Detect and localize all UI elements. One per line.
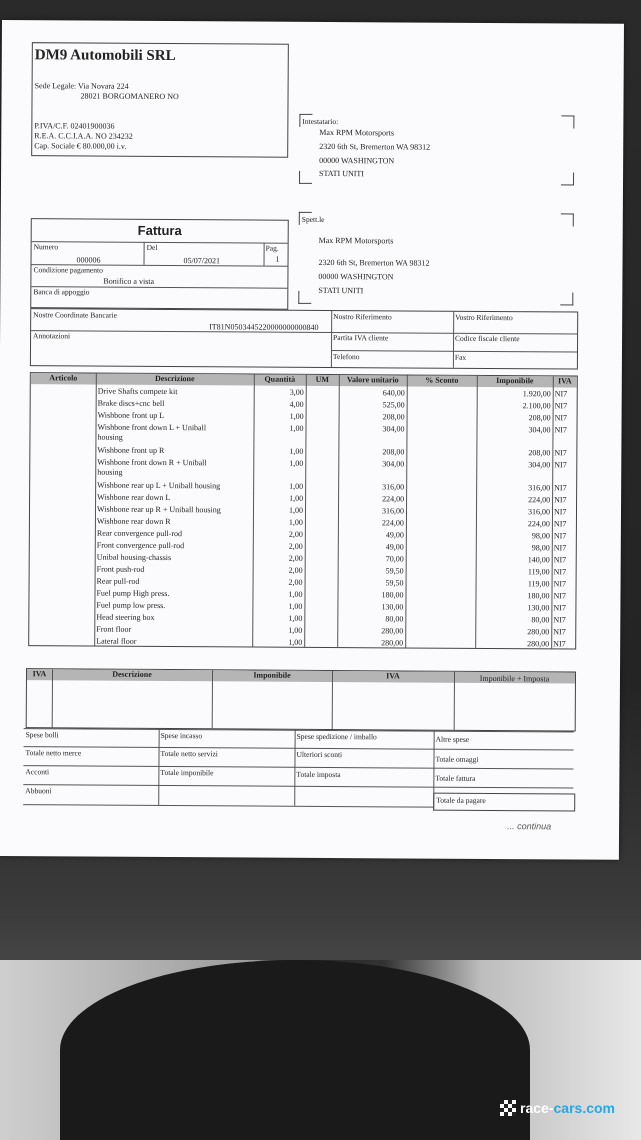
item-imponibile: 280,00 bbox=[527, 627, 550, 637]
item-quantity: 1,00 bbox=[288, 613, 303, 623]
del-value: 05/07/2021 bbox=[183, 256, 221, 266]
totale-da-pagare-box bbox=[433, 793, 575, 812]
totale-netto-servizi-label: Totale netto servizi bbox=[160, 748, 218, 759]
spett-name: Max RPM Motorsports bbox=[318, 235, 394, 246]
item-description: Wishbone rear down L bbox=[97, 492, 171, 503]
item-unit-price: 304,00 bbox=[382, 459, 405, 469]
item-iva: NI7 bbox=[554, 495, 567, 505]
item-unit-price: 130,00 bbox=[381, 602, 404, 612]
item-quantity: 2,00 bbox=[288, 529, 303, 539]
spett-zip: 00000 WASHINGTON bbox=[318, 271, 394, 282]
del-label: Del bbox=[146, 242, 158, 252]
item-imponibile: 98,00 bbox=[531, 531, 550, 541]
item-iva: NI7 bbox=[553, 555, 567, 565]
iva-header-descrizione: Descrizione bbox=[52, 669, 212, 679]
vostro-rif-label: Vostro Riferimento bbox=[455, 312, 513, 323]
watermark bbox=[500, 1100, 615, 1116]
watermark-dash: - bbox=[548, 1100, 554, 1116]
fax-label: Fax bbox=[454, 352, 467, 362]
item-iva: NI7 bbox=[553, 519, 567, 529]
spett-addr: 2320 6th St, Bremerton WA 98312 bbox=[318, 257, 430, 268]
item-quantity: 2,00 bbox=[288, 541, 303, 551]
item-description-cont: housing bbox=[97, 432, 123, 442]
item-quantity: 1,00 bbox=[289, 446, 304, 456]
continua-note: ... continua bbox=[507, 821, 552, 832]
item-imponibile: 304,00 bbox=[528, 425, 551, 435]
spett-label: Spett.le bbox=[301, 214, 325, 224]
item-imponibile: 280,00 bbox=[527, 639, 550, 649]
item-iva: NI7 bbox=[554, 483, 567, 493]
header-iva: IVA bbox=[553, 376, 577, 385]
item-imponibile: 224,00 bbox=[528, 495, 551, 505]
item-iva: NI7 bbox=[553, 579, 567, 589]
item-imponibile: 224,00 bbox=[527, 519, 550, 529]
item-imponibile: 304,00 bbox=[528, 460, 551, 470]
item-unit-price: 280,00 bbox=[381, 626, 404, 636]
numero-value: 000006 bbox=[76, 255, 101, 265]
item-description: Front convergence pull-rod bbox=[96, 540, 185, 551]
item-imponibile: 119,00 bbox=[527, 567, 550, 577]
item-iva: NI7 bbox=[554, 425, 567, 435]
item-description: Drive Shafts compete kit bbox=[97, 386, 178, 397]
item-unit-price: 304,00 bbox=[382, 424, 405, 434]
intestatario-block bbox=[299, 114, 574, 186]
spese-spedizione-label: Spese spedizione / imballo bbox=[296, 731, 377, 742]
item-description: Rear convergence pull-rod bbox=[96, 528, 183, 539]
item-iva: NI7 bbox=[553, 627, 566, 637]
condizione-value: Bonifico a vista bbox=[103, 276, 155, 286]
item-iva: NI7 bbox=[553, 531, 567, 541]
item-quantity: 1,00 bbox=[288, 601, 303, 611]
totale-netto-merce-label: Totale netto merce bbox=[25, 748, 82, 758]
fattura-title: Fattura bbox=[137, 222, 182, 239]
item-iva: NI7 bbox=[554, 413, 568, 423]
watermark-right: cars.com bbox=[553, 1100, 615, 1116]
item-quantity: 1,00 bbox=[288, 589, 303, 599]
bank-refs-box bbox=[30, 308, 578, 369]
acconti-label: Acconti bbox=[25, 767, 50, 777]
item-description: Unibal housing-chassis bbox=[96, 552, 172, 563]
item-unit-price: 224,00 bbox=[382, 494, 405, 504]
item-description: Front floor bbox=[96, 624, 132, 634]
altre-spese-label: Altre spese bbox=[435, 734, 470, 744]
pag-value: 1 bbox=[275, 254, 280, 264]
item-imponibile: 2.100,00 bbox=[522, 401, 551, 411]
partita-iva-label: Partita IVA cliente bbox=[333, 333, 389, 343]
totale-omaggi-label: Totale omaggi bbox=[435, 754, 479, 764]
totale-imposta-label: Totale imposta bbox=[296, 769, 341, 780]
item-quantity: 1,00 bbox=[288, 625, 303, 635]
item-quantity: 1,00 bbox=[289, 493, 304, 503]
item-description: Wishbone rear up R + Uniball housing bbox=[96, 504, 221, 515]
item-description: Head steering box bbox=[96, 612, 155, 622]
item-iva: NI7 bbox=[553, 567, 567, 577]
item-quantity: 2,00 bbox=[288, 577, 303, 587]
iva-header-iva: IVA bbox=[27, 669, 52, 678]
item-description: Brake discs+cnc bell bbox=[97, 398, 165, 408]
item-description: Fuel pump High press. bbox=[96, 588, 170, 599]
item-iva: NI7 bbox=[553, 591, 566, 601]
spese-bolli-label: Spese bolli bbox=[25, 730, 59, 740]
numero-label: Numero bbox=[33, 242, 59, 252]
item-imponibile: 208,00 bbox=[528, 413, 551, 423]
item-quantity: 1,00 bbox=[289, 481, 304, 491]
item-iva: NI7 bbox=[553, 543, 567, 553]
invoice-paper bbox=[0, 20, 624, 860]
item-quantity: 2,00 bbox=[288, 565, 303, 575]
item-iva: NI7 bbox=[553, 603, 566, 613]
item-description: Fuel pump low press. bbox=[96, 600, 166, 611]
item-quantity: 3,00 bbox=[289, 387, 304, 397]
item-quantity: 4,00 bbox=[289, 399, 304, 409]
header-descrizione: Descrizione bbox=[96, 374, 254, 384]
items-table bbox=[28, 372, 578, 649]
totale-da-pagare-label: Totale da pagare bbox=[436, 795, 486, 805]
item-unit-price: 640,00 bbox=[382, 388, 405, 398]
item-imponibile: 119,00 bbox=[527, 579, 550, 589]
intestatario-zip: 00000 WASHINGTON bbox=[319, 155, 395, 166]
item-unit-price: 208,00 bbox=[382, 412, 405, 422]
item-description: Wishbone rear up L + Uniball housing bbox=[97, 480, 221, 491]
item-unit-price: 224,00 bbox=[381, 518, 404, 528]
annotazioni-label: Annotazioni bbox=[33, 331, 71, 341]
iva-header-iva2: IVA bbox=[332, 671, 454, 681]
abbuoni-label: Abbuoni bbox=[25, 786, 52, 796]
item-imponibile: 140,00 bbox=[527, 555, 550, 565]
item-imponibile: 98,00 bbox=[531, 543, 550, 553]
company-rea: R.E.A. C.C.I.A.A. NO 234232 bbox=[34, 131, 133, 141]
intestatario-label: Intestatario: bbox=[302, 116, 339, 127]
header-articolo: Articolo bbox=[31, 373, 96, 382]
company-name: DM9 Automobili SRL bbox=[34, 47, 176, 65]
header-um: UM bbox=[306, 375, 339, 384]
item-description: Lateral floor bbox=[96, 636, 137, 646]
spett-country: STATI UNITI bbox=[318, 285, 364, 296]
item-quantity: 1,00 bbox=[288, 637, 303, 647]
item-imponibile: 316,00 bbox=[527, 507, 551, 517]
item-imponibile: 80,00 bbox=[531, 615, 550, 625]
spett-block bbox=[298, 212, 574, 306]
item-description-cont: housing bbox=[97, 467, 123, 477]
item-imponibile: 130,00 bbox=[527, 603, 550, 613]
item-quantity: 1,00 bbox=[289, 423, 304, 433]
item-quantity: 1,00 bbox=[288, 517, 303, 527]
item-unit-price: 49,00 bbox=[385, 530, 404, 540]
header-valore: Valore unitario bbox=[339, 375, 407, 384]
fattura-box bbox=[30, 218, 289, 310]
item-iva: NI7 bbox=[554, 389, 568, 399]
iva-header-imponibile-imposta: Imponibile + Imposta bbox=[479, 673, 550, 684]
item-description: Wishbone front up L bbox=[97, 410, 165, 420]
item-quantity: 2,00 bbox=[288, 553, 303, 563]
iva-header-imponibile: Imponibile bbox=[212, 670, 332, 680]
pag-label: Pag. bbox=[265, 243, 279, 253]
header-sconto: % Sconto bbox=[407, 375, 477, 384]
item-description: Wishbone front down L + Uniball bbox=[97, 422, 207, 433]
item-iva: NI7 bbox=[554, 460, 567, 470]
spese-incasso-label: Spese incasso bbox=[160, 730, 203, 741]
item-description: Wishbone front up R bbox=[97, 445, 165, 455]
condizione-label: Condizione pagamento bbox=[33, 265, 103, 275]
item-imponibile: 208,00 bbox=[528, 448, 551, 458]
header-imponibile: Imponibile bbox=[477, 376, 553, 385]
item-iva: NI7 bbox=[554, 401, 568, 411]
intestatario-addr: 2320 6th St, Bremerton WA 98312 bbox=[319, 141, 431, 152]
item-quantity: 1,00 bbox=[289, 411, 304, 421]
intestatario-country: STATI UNITI bbox=[319, 168, 365, 179]
banca-label: Banca di appoggio bbox=[33, 287, 90, 297]
item-description: Wishbone front down R + Uniball bbox=[97, 457, 207, 468]
item-imponibile: 1.920,00 bbox=[522, 389, 551, 399]
iva-summary-table bbox=[26, 668, 576, 731]
ulteriori-sconti-label: Ulteriori sconti bbox=[296, 749, 343, 760]
iban-value: IT81N0503445220000000000840 bbox=[209, 322, 319, 332]
item-imponibile: 180,00 bbox=[527, 591, 550, 601]
company-piva: P.IVA/C.F. 02401900036 bbox=[34, 121, 115, 131]
company-city: 28021 BORGOMANERO NO bbox=[80, 91, 179, 102]
item-unit-price: 59,50 bbox=[385, 566, 404, 576]
item-iva: NI7 bbox=[553, 507, 567, 517]
telefono-label: Telefono bbox=[332, 352, 360, 362]
item-description: Rear pull-rod bbox=[96, 576, 140, 586]
codice-fiscale-label: Codice fiscale cliente bbox=[455, 333, 520, 344]
item-unit-price: 49,00 bbox=[385, 542, 404, 552]
item-quantity: 1,00 bbox=[289, 458, 304, 468]
header-quantita: Quantità bbox=[254, 375, 306, 384]
item-description: Front push-rod bbox=[96, 564, 145, 574]
item-unit-price: 316,00 bbox=[382, 482, 405, 492]
chair-shadow bbox=[60, 960, 530, 1140]
item-unit-price: 70,00 bbox=[385, 554, 404, 564]
item-unit-price: 208,00 bbox=[382, 447, 405, 457]
checkered-flag-icon bbox=[500, 1100, 516, 1116]
item-unit-price: 59,50 bbox=[385, 578, 404, 588]
watermark-left: race bbox=[520, 1100, 549, 1116]
item-imponibile: 316,00 bbox=[528, 483, 551, 493]
item-iva: NI7 bbox=[553, 615, 566, 625]
item-unit-price: 80,00 bbox=[385, 614, 404, 624]
totale-imponibile-label: Totale imponibile bbox=[160, 767, 214, 778]
intestatario-name: Max RPM Motorsports bbox=[319, 127, 395, 138]
item-iva: NI7 bbox=[554, 448, 567, 458]
item-unit-price: 316,00 bbox=[381, 506, 405, 516]
company-box bbox=[31, 42, 289, 158]
item-description: Wishbone rear down R bbox=[96, 516, 171, 527]
totale-fattura-label: Totale fattura bbox=[435, 773, 476, 783]
item-quantity: 1,00 bbox=[288, 505, 304, 515]
item-unit-price: 280,00 bbox=[381, 638, 404, 648]
nostro-rif-label: Nostro Riferimento bbox=[333, 312, 392, 322]
company-capitale: Cap. Sociale € 80.000,00 i.v. bbox=[34, 141, 127, 151]
item-unit-price: 525,00 bbox=[382, 400, 405, 410]
coord-label: Nostre Coordinate Bancarie bbox=[33, 310, 117, 320]
item-iva: NI7 bbox=[553, 639, 566, 649]
totals-grid bbox=[23, 728, 573, 811]
company-sede: Sede Legale: Via Novara 224 bbox=[34, 81, 129, 91]
item-unit-price: 180,00 bbox=[381, 590, 404, 600]
